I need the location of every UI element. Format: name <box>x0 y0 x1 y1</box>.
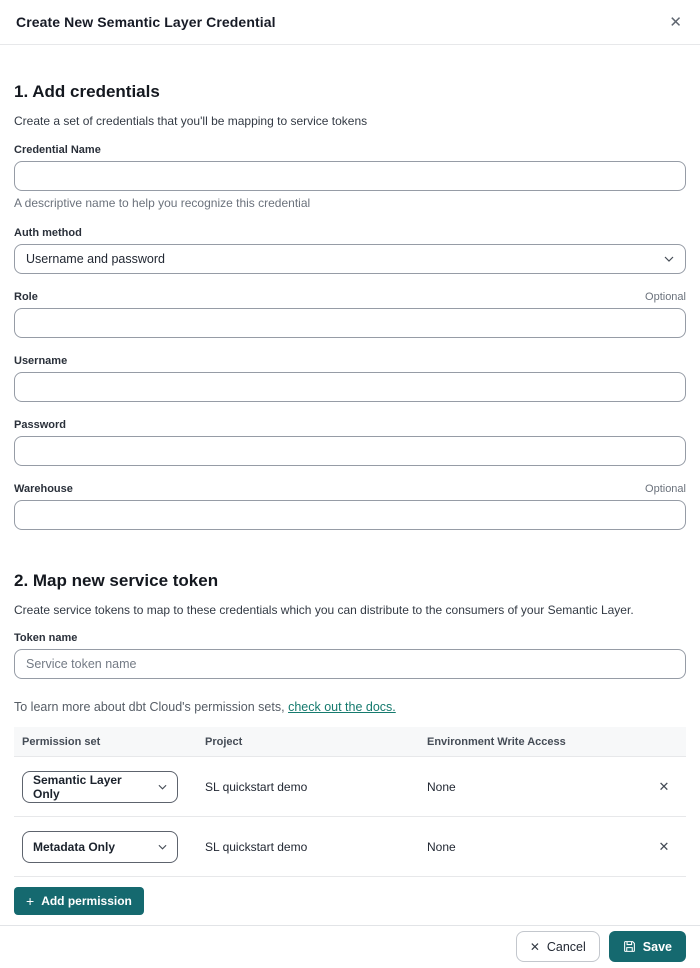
modal-title: Create New Semantic Layer Credential <box>16 14 276 30</box>
token-name-input[interactable] <box>14 649 686 679</box>
modal-body <box>0 45 700 925</box>
docs-line <box>14 700 686 714</box>
column-header-environment-write-access: Environment Write Access <box>427 735 566 748</box>
modal-header <box>0 0 700 45</box>
credential-name-input[interactable] <box>14 161 686 191</box>
project-cell-row1: SL quickstart demo <box>205 779 308 794</box>
password-input[interactable] <box>14 436 686 466</box>
credential-name-label: Credential Name <box>14 144 101 156</box>
environment-write-access-cell-row2: None <box>427 839 456 854</box>
table-row <box>14 817 686 877</box>
column-header-project: Project <box>205 735 243 748</box>
role-input[interactable] <box>14 308 686 338</box>
auth-method-selected-value: Username and password <box>26 252 165 266</box>
docs-text: To learn more about dbt Cloud's permission sets, <box>14 700 289 714</box>
credential-name-helper: A descriptive name to help you recognize this credential <box>14 196 311 210</box>
permission-set-select-row2[interactable] <box>22 831 178 863</box>
remove-row-icon[interactable]: ✕ <box>655 836 674 857</box>
remove-row-icon[interactable]: ✕ <box>655 776 674 797</box>
permissions-table-header <box>14 727 686 757</box>
section2-heading: 2. Map new service token <box>14 571 219 590</box>
environment-write-access-cell-row1: None <box>427 779 456 794</box>
permissions-table <box>14 727 686 877</box>
role-optional-tag: Optional <box>645 291 686 303</box>
permission-set-select-row1[interactable] <box>22 771 178 803</box>
permission-set-value-row1: Semantic Layer Only <box>33 772 122 801</box>
chevron-down-icon <box>158 784 167 790</box>
save-button[interactable] <box>609 931 686 962</box>
table-row <box>14 757 686 817</box>
role-label: Role <box>14 291 38 303</box>
token-name-label: Token name <box>14 632 78 644</box>
docs-link[interactable]: check out the docs. <box>288 700 396 714</box>
save-label: Save <box>642 939 672 954</box>
chevron-down-icon <box>664 256 674 262</box>
plus-icon: + <box>26 893 35 909</box>
cancel-x-icon: ✕ <box>529 939 540 954</box>
add-permission-label: Add permission <box>41 894 132 908</box>
section2-description: Create service tokens to map to these credentials which you can distribute to the consumers of your Semantic Layer. <box>14 603 634 617</box>
auth-method-label: Auth method <box>14 227 82 239</box>
save-icon <box>623 940 636 953</box>
password-label: Password <box>14 419 66 431</box>
section1-heading: 1. Add credentials <box>14 82 160 101</box>
cancel-label: Cancel <box>546 939 586 954</box>
username-label: Username <box>14 355 68 367</box>
warehouse-input[interactable] <box>14 500 686 530</box>
permission-set-value-row2: Metadata Only <box>33 839 116 854</box>
warehouse-label: Warehouse <box>14 483 73 495</box>
add-permission-button[interactable] <box>14 887 144 915</box>
chevron-down-icon <box>158 844 167 850</box>
cancel-button[interactable] <box>516 931 600 962</box>
close-icon[interactable]: ✕ <box>669 13 682 31</box>
project-cell-row2: SL quickstart demo <box>205 839 308 854</box>
modal-footer <box>0 925 700 968</box>
username-input[interactable] <box>14 372 686 402</box>
column-header-permission-set: Permission set <box>22 735 101 748</box>
warehouse-optional-tag: Optional <box>645 483 686 495</box>
auth-method-select[interactable] <box>14 244 686 274</box>
section1-description: Create a set of credentials that you'll be mapping to service tokens <box>14 114 368 128</box>
